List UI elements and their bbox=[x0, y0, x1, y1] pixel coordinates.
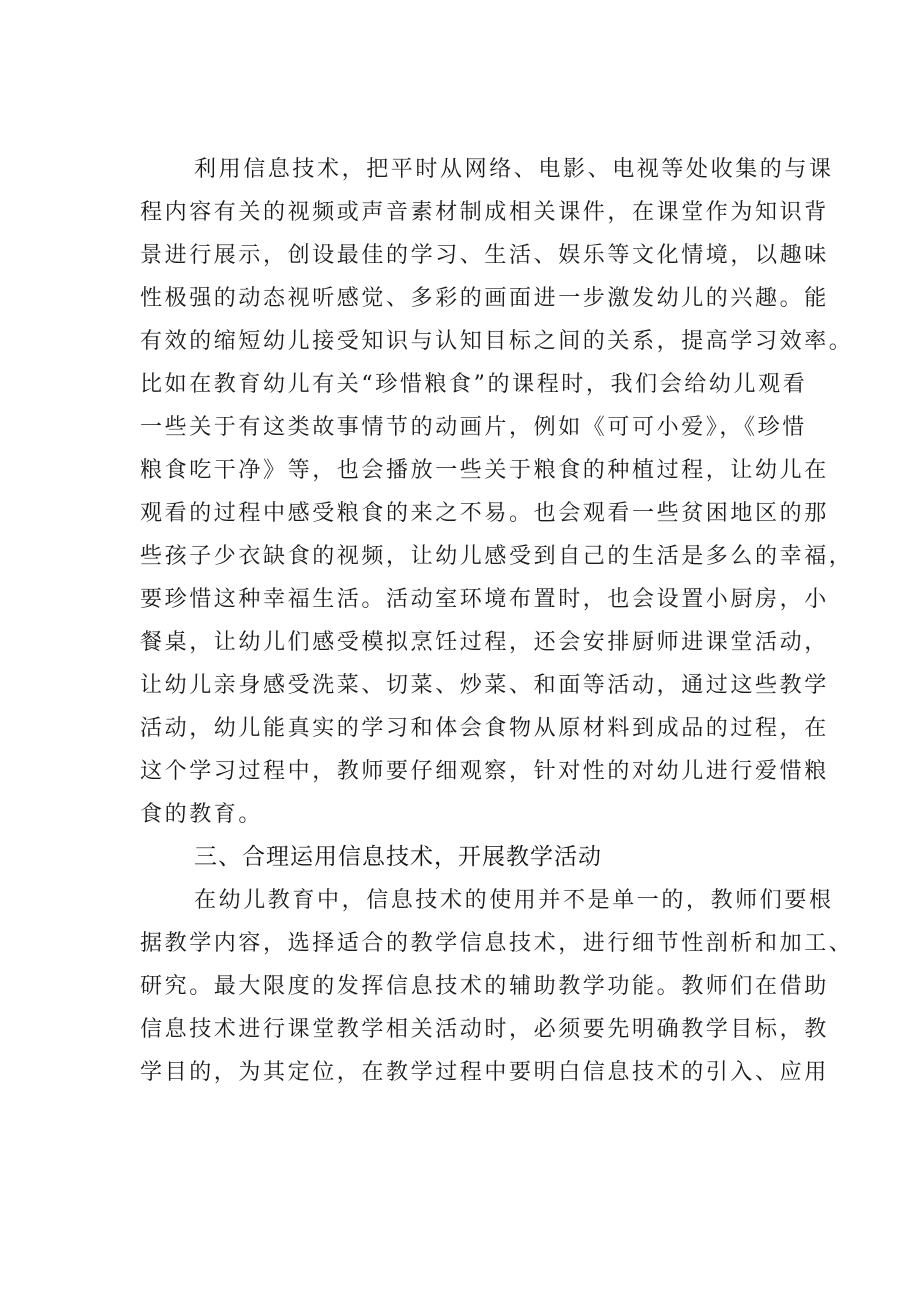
paragraph-2 bbox=[140, 879, 854, 1094]
text-line: 活动，幼儿能真实的学习和体会食物从原材料到成品的过程，在 bbox=[140, 716, 829, 741]
text-line: 程内容有关的视频或声音素材制成相关课件，在课堂作为知识背 bbox=[140, 200, 829, 225]
text-line: 研究。最大限度的发挥信息技术的辅助教学功能。教师们在借助 bbox=[140, 974, 829, 999]
text-line: 信息技术进行课堂教学相关活动时，必须要先明确教学目标，教 bbox=[140, 1017, 829, 1042]
paragraph-1 bbox=[140, 148, 854, 836]
document-page bbox=[140, 148, 854, 1094]
text-line: 在幼儿教育中，信息技术的使用并不是单一的，教师们要根 bbox=[194, 888, 834, 913]
text-line: 这个学习过程中，教师要仔细观察，针对性的对幼儿进行爱惜粮 bbox=[140, 759, 829, 784]
text-line: 比如在教育幼儿有关“珍惜粮食”的课程时，我们会给幼儿观看 bbox=[140, 372, 808, 397]
text-line: 据教学内容，选择适合的教学信息技术，进行细节性剖析和加工、 bbox=[140, 931, 854, 956]
text-line: 观看的过程中感受粮食的来之不易。也会观看一些贫困地区的那 bbox=[140, 501, 829, 526]
text-line: 让幼儿亲身感受洗菜、切菜、炒菜、和面等活动，通过这些教学 bbox=[140, 673, 829, 698]
text-line: 景进行展示，创设最佳的学习、生活、娱乐等文化情境，以趣味 bbox=[140, 243, 829, 268]
text-line: 一些关于有这类故事情节的动画片，例如《可可小爱》，《珍惜 bbox=[140, 415, 807, 440]
text-line: 些孩子少衣缺食的视频，让幼儿感受到自己的生活是多么的幸福， bbox=[140, 544, 854, 569]
text-line: 餐桌，让幼儿们感受模拟烹饪过程，还会安排厨师进课堂活动， bbox=[140, 630, 829, 655]
text-line: 食的教育。 bbox=[140, 802, 264, 827]
text-line: 有效的缩短幼儿接受知识与认知目标之间的关系，提高学习效率。 bbox=[140, 329, 854, 354]
text-line: 粮食吃干净》等，也会播放一些关于粮食的种植过程，让幼儿在 bbox=[140, 458, 829, 483]
text-line: 要珍惜这种幸福生活。活动室环境布置时，也会设置小厨房，小 bbox=[140, 587, 829, 612]
section-heading: 三、合理运用信息技术，开展教学活动 bbox=[194, 844, 602, 870]
text-line: 利用信息技术，把平时从网络、电影、电视等处收集的与课 bbox=[194, 157, 834, 182]
text-line: 学目的，为其定位，在教学过程中要明白信息技术的引入、应用 bbox=[140, 1060, 829, 1085]
text-line: 性极强的动态视听感觉、多彩的画面进一步激发幼儿的兴趣。能 bbox=[140, 286, 829, 311]
